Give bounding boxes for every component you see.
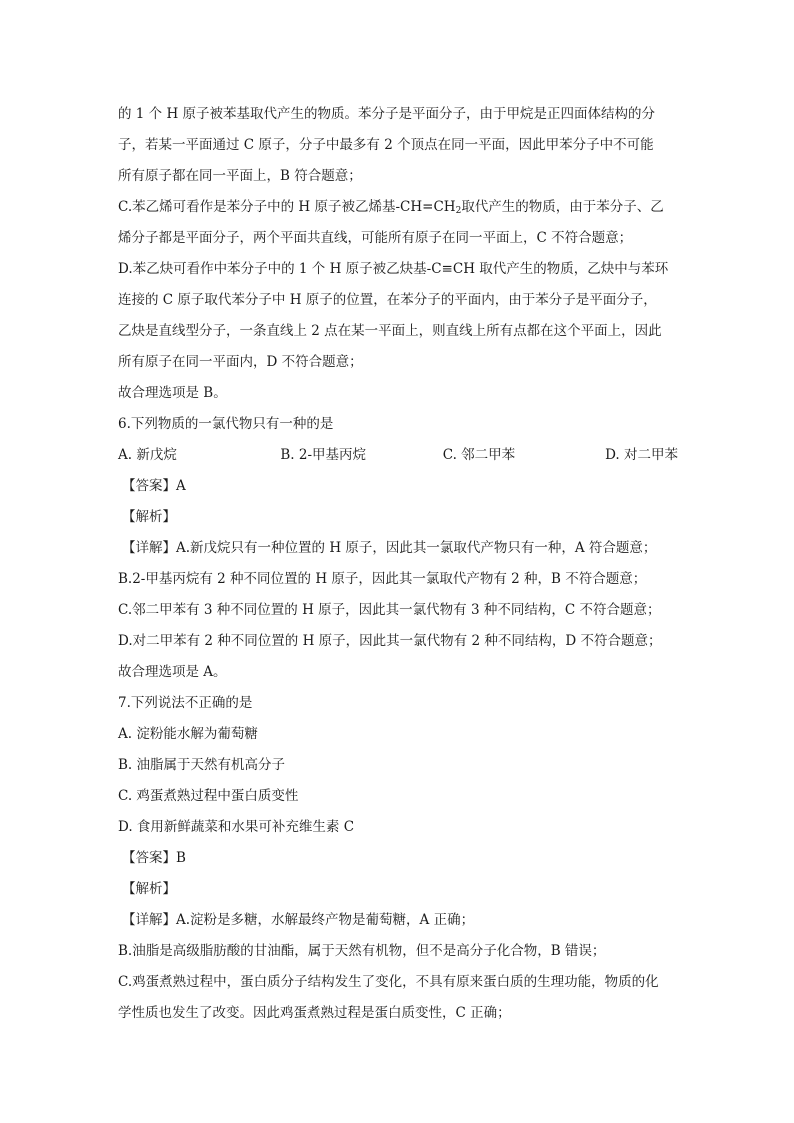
q5-continuation-line-1: 的 1 个 H 原子被苯基取代产生的物质。苯分子是平面分子，由于甲烷是正四面体结构的分: [118, 106, 656, 122]
q6-answer: 【答案】A: [122, 478, 186, 494]
q6-option-c: C. 邻二甲苯: [442, 447, 516, 463]
q6-detail-2: B.2-甲基丙烷有 2 种不同位置的 H 原子，因此其一氯取代产物有 2 种，B 不符合题意；: [118, 571, 647, 587]
q7-detail-1: 【详解】A.淀粉是多糖，水解最终产物是葡萄糖，A 正确；: [122, 912, 475, 928]
q6-option-a: A. 新戊烷: [118, 447, 177, 463]
q7-detail-2: B.油脂是高级脂肪酸的甘油酯，属于天然有机物，但不是高分子化合物，B 错误；: [118, 943, 606, 959]
q5-continuation-line-2: 子，若某一平面通过 C 原子，分子中最多有 2 个顶点在同一平面，因此甲苯分子中不可能: [118, 137, 654, 153]
q5-option-c-text-pre: C.苯乙烯可看作是苯分子中的 H 原子被乙烯基-CH=CH: [118, 199, 456, 215]
q7-option-a: A. 淀粉能水解为葡萄糖: [118, 726, 258, 742]
q5-option-c-text-post: 取代产生的物质，由于苯分子、乙: [461, 199, 664, 215]
q6-detail-3: C.邻二甲苯有 3 种不同位置的 H 原子，因此其一氯代物有 3 种不同结构，C 不符合题意；: [118, 602, 661, 618]
q7-analysis-label: 【解析】: [122, 881, 176, 897]
q6-analysis-label: 【解析】: [122, 509, 176, 525]
q5-option-d-line-4: 所有原子在同一平面内，D 不符合题意；: [118, 354, 363, 370]
q5-continuation-line-3: 所有原子都在同一平面上，B 符合题意；: [118, 168, 362, 184]
q7-stem: 7.下列说法不正确的是: [118, 695, 253, 711]
q5-option-d-line-3: 乙炔是直线型分子，一条直线上 2 点在某一平面上，则直线上所有点都在这个平面上，因此: [118, 323, 662, 339]
q5-option-c-line-2: 烯分子都是平面分子，两个平面共直线，可能所有原子在同一平面上，C 不符合题意；: [118, 230, 633, 246]
q6-conclusion: 故合理选项是 A。: [118, 664, 227, 680]
q7-detail-3: C.鸡蛋煮熟过程中，蛋白质分子结构发生了变化，不具有原来蛋白质的生理功能，物质的化: [118, 974, 659, 990]
q6-option-b: B. 2-甲基丙烷: [280, 447, 367, 463]
q7-option-b: B. 油脂属于天然有机高分子: [118, 757, 286, 773]
q6-option-d: D. 对二甲苯: [605, 447, 679, 463]
q5-option-c-subscript: 2: [455, 206, 462, 216]
q5-option-d-line-2: 连接的 C 原子取代苯分子中 H 原子的位置，在苯分子的平面内，由于苯分子是平面分子，: [118, 292, 657, 308]
q7-answer: 【答案】B: [122, 850, 186, 866]
q5-conclusion: 故合理选项是 B。: [118, 385, 227, 401]
q7-detail-4: 学性质也发生了改变。因此鸡蛋煮熟过程是蛋白质变性，C 正确；: [118, 1005, 511, 1021]
q6-detail-4: D.对二甲苯有 2 种不同位置的 H 原子，因此其一氯代物有 2 种不同结构，D 不符合题意；: [118, 633, 662, 649]
q6-stem: 6.下列物质的一氯代物只有一种的是: [118, 416, 334, 432]
q5-option-c-line-1: [118, 192, 678, 223]
q5-option-d-line-1: D.苯乙炔可看作中苯分子中的 1 个 H 原子被乙炔基-C≡CH 取代产生的物质，乙炔中与苯环: [118, 261, 669, 277]
document-page: [118, 99, 678, 1029]
q7-option-d: D. 食用新鲜蔬菜和水果可补充维生素 C: [118, 819, 355, 835]
q7-option-c: C. 鸡蛋煮熟过程中蛋白质变性: [118, 788, 299, 804]
q6-detail-1: 【详解】A.新戊烷只有一种位置的 H 原子，因此其一氯取代产物只有一种，A 符合题意；: [122, 540, 657, 556]
q6-options: [118, 440, 678, 471]
